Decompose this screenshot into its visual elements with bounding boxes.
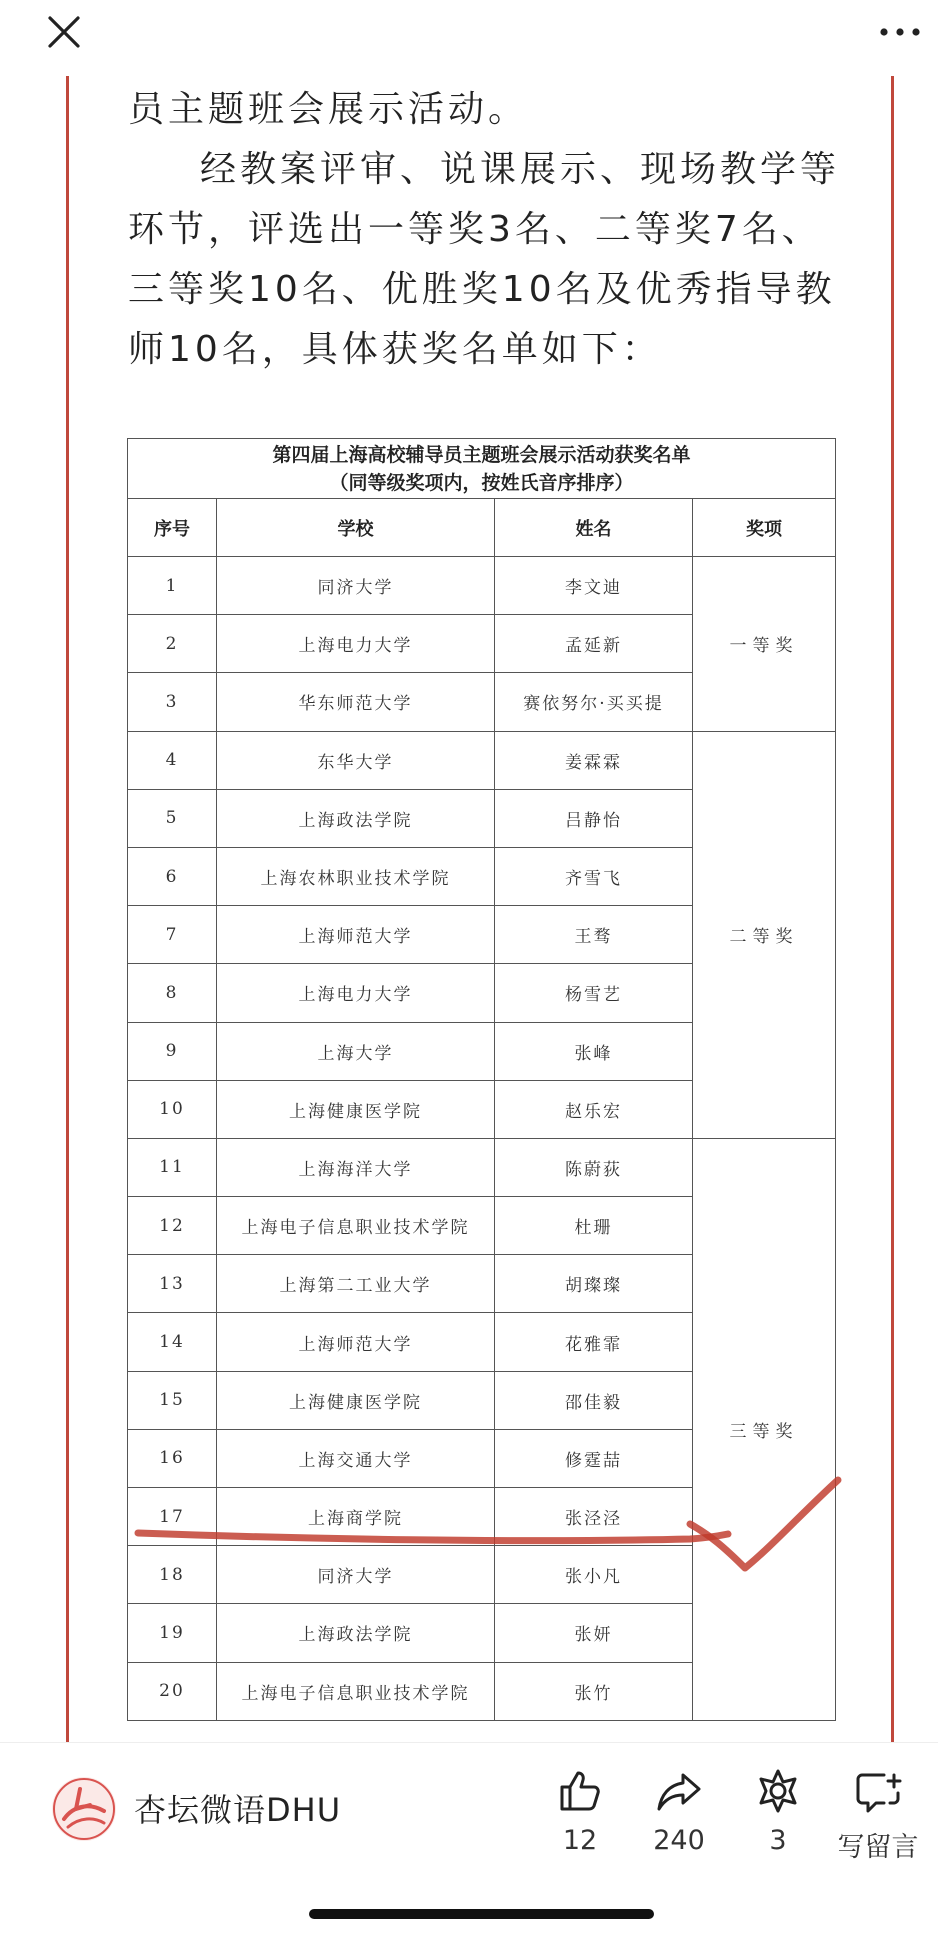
document-border-right bbox=[891, 76, 894, 1742]
row-name: 赵乐宏 bbox=[495, 1080, 693, 1138]
row-name: 邵佳毅 bbox=[495, 1371, 693, 1429]
row-school: 上海政法学院 bbox=[217, 1604, 495, 1662]
like-button[interactable] bbox=[525, 1767, 635, 1856]
thumbs-up-icon bbox=[556, 1767, 604, 1815]
row-number: 15 bbox=[128, 1371, 217, 1429]
row-name: 张小凡 bbox=[495, 1546, 693, 1604]
comment-plus-icon bbox=[854, 1767, 902, 1815]
row-number: 9 bbox=[128, 1022, 217, 1080]
row-name: 孟延新 bbox=[495, 615, 693, 673]
more-button[interactable] bbox=[876, 12, 924, 52]
header-no: 序号 bbox=[128, 499, 217, 557]
row-award: 二等奖 bbox=[693, 731, 836, 1138]
row-number: 7 bbox=[128, 906, 217, 964]
row-number: 11 bbox=[128, 1138, 217, 1196]
row-award: 一等奖 bbox=[693, 557, 836, 732]
row-number: 19 bbox=[128, 1604, 217, 1662]
table-row bbox=[128, 557, 836, 615]
row-school: 上海交通大学 bbox=[217, 1429, 495, 1487]
logo-icon bbox=[50, 1775, 118, 1843]
row-school: 上海电力大学 bbox=[217, 964, 495, 1022]
header-school: 学校 bbox=[217, 499, 495, 557]
row-name: 花雅霏 bbox=[495, 1313, 693, 1371]
row-school: 上海师范大学 bbox=[217, 1313, 495, 1371]
share-count: 240 bbox=[653, 1825, 705, 1856]
share-button[interactable] bbox=[624, 1767, 734, 1856]
row-number: 17 bbox=[128, 1488, 217, 1546]
like-count: 12 bbox=[562, 1825, 598, 1856]
article-paragraph: 员主题班会展示活动。 bbox=[128, 89, 529, 130]
comment-label: 写留言 bbox=[837, 1832, 919, 1863]
table-title bbox=[128, 439, 836, 499]
home-indicator[interactable] bbox=[309, 1909, 654, 1919]
account-logo[interactable] bbox=[50, 1775, 118, 1843]
top-bar bbox=[0, 0, 938, 76]
row-name: 陈蔚荻 bbox=[495, 1138, 693, 1196]
award-table bbox=[127, 438, 836, 1721]
row-school: 同济大学 bbox=[217, 1546, 495, 1604]
row-school: 上海健康医学院 bbox=[217, 1371, 495, 1429]
table-row bbox=[128, 1138, 836, 1196]
share-icon bbox=[655, 1767, 703, 1815]
row-name: 杨雪艺 bbox=[495, 964, 693, 1022]
row-number: 8 bbox=[128, 964, 217, 1022]
row-school: 上海大学 bbox=[217, 1022, 495, 1080]
row-number: 18 bbox=[128, 1546, 217, 1604]
row-name: 修霆喆 bbox=[495, 1429, 693, 1487]
row-number: 12 bbox=[128, 1197, 217, 1255]
row-name: 胡璨璨 bbox=[495, 1255, 693, 1313]
row-school: 上海师范大学 bbox=[217, 906, 495, 964]
header-name: 姓名 bbox=[495, 499, 693, 557]
row-number: 4 bbox=[128, 731, 217, 789]
star-flower-icon bbox=[754, 1767, 802, 1815]
wow-count: 3 bbox=[769, 1825, 787, 1856]
account-name[interactable]: 杏坛微语DHU bbox=[134, 1791, 342, 1829]
close-icon bbox=[40, 8, 88, 56]
row-school: 上海海洋大学 bbox=[217, 1138, 495, 1196]
row-name: 张妍 bbox=[495, 1604, 693, 1662]
row-school: 上海电力大学 bbox=[217, 615, 495, 673]
row-school: 东华大学 bbox=[217, 731, 495, 789]
table-row bbox=[128, 731, 836, 789]
row-name: 王骛 bbox=[495, 906, 693, 964]
table-title-line: 第四届上海高校辅导员主题班会展示活动获奖名单 bbox=[272, 443, 691, 466]
row-school: 同济大学 bbox=[217, 557, 495, 615]
row-number: 16 bbox=[128, 1429, 217, 1487]
row-school: 上海电子信息职业技术学院 bbox=[217, 1662, 495, 1720]
row-name: 张峰 bbox=[495, 1022, 693, 1080]
close-button[interactable] bbox=[40, 8, 88, 56]
row-number: 6 bbox=[128, 847, 217, 905]
row-number: 3 bbox=[128, 673, 217, 731]
row-number: 1 bbox=[128, 557, 217, 615]
row-school: 上海第二工业大学 bbox=[217, 1255, 495, 1313]
row-school: 上海电子信息职业技术学院 bbox=[217, 1197, 495, 1255]
row-name: 张竹 bbox=[495, 1662, 693, 1720]
bottom-bar bbox=[0, 1742, 938, 1941]
row-name: 杜珊 bbox=[495, 1197, 693, 1255]
document-border-left bbox=[66, 76, 69, 1742]
table-header-row bbox=[128, 499, 836, 557]
row-number: 20 bbox=[128, 1662, 217, 1720]
row-number: 14 bbox=[128, 1313, 217, 1371]
comment-button[interactable] bbox=[823, 1767, 933, 1864]
row-number: 13 bbox=[128, 1255, 217, 1313]
row-name: 吕静怡 bbox=[495, 789, 693, 847]
row-name: 姜霖霖 bbox=[495, 731, 693, 789]
row-school: 上海商学院 bbox=[217, 1488, 495, 1546]
header-award: 奖项 bbox=[693, 499, 836, 557]
table-body bbox=[128, 557, 836, 1721]
row-name: 齐雪飞 bbox=[495, 847, 693, 905]
row-school: 华东师范大学 bbox=[217, 673, 495, 731]
row-school: 上海政法学院 bbox=[217, 789, 495, 847]
row-number: 5 bbox=[128, 789, 217, 847]
row-name: 李文迪 bbox=[495, 557, 693, 615]
article-paragraph: 经教案评审、说课展示、现场教学等环节，评选出一等奖3名、二等奖7名、三等奖10名、优胜奖10名及优秀指导教师10名，具体获奖名单如下： bbox=[128, 149, 841, 370]
wow-button[interactable] bbox=[723, 1767, 833, 1856]
row-school: 上海健康医学院 bbox=[217, 1080, 495, 1138]
table-subtitle-line: （同等级奖项内，按姓氏音序排序） bbox=[329, 471, 634, 494]
row-name: 赛依努尔·买买提 bbox=[495, 673, 693, 731]
row-number: 10 bbox=[128, 1080, 217, 1138]
row-number: 2 bbox=[128, 615, 217, 673]
row-name: 张泾泾 bbox=[495, 1488, 693, 1546]
row-award: 三等奖 bbox=[693, 1138, 836, 1720]
row-school: 上海农林职业技术学院 bbox=[217, 847, 495, 905]
more-icon bbox=[876, 12, 924, 52]
